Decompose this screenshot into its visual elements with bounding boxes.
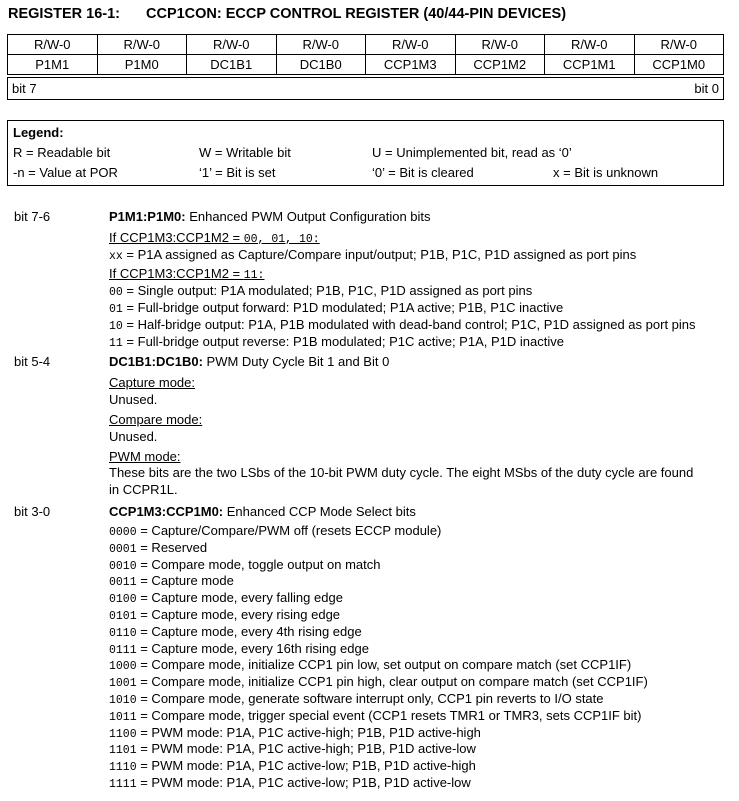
bit76-desc: Enhanced PWM Output Configuration bits <box>185 209 431 224</box>
option-text: = Compare mode, initialize CCP1 pin high, clear output on compare match (set CCP1IF) <box>136 674 648 690</box>
option-text: = PWM mode: P1A, P1C active-high; P1B, P1D active-high <box>136 724 481 740</box>
pwm-mode-text-1: These bits are the two LSbs of the 10-bit PWM duty cycle. The eight MSbs of the duty cycle are found <box>109 465 694 480</box>
option-code: 1101 <box>109 744 137 758</box>
option-text: = Capture/Compare/PWM off (resets ECCP module) <box>136 523 442 538</box>
bit-name-cell: CCP1M3 <box>366 55 456 75</box>
option-code: 0111 <box>109 643 137 657</box>
access-cell: R/W-0 <box>8 35 98 55</box>
option-code: 0011 <box>109 576 137 590</box>
bit-right-label: bit 0 <box>694 81 719 96</box>
option-code: 0110 <box>109 626 137 640</box>
list-item <box>109 774 471 793</box>
option-text: = Capture mode, every falling edge <box>136 590 343 606</box>
list-item <box>109 333 564 352</box>
bit54-heading <box>109 353 389 370</box>
option-code: xx <box>109 250 123 263</box>
access-cell: R/W-0 <box>455 35 545 55</box>
bit54-desc: PWM Duty Cycle Bit 1 and Bit 0 <box>202 354 390 369</box>
option-code: 0101 <box>109 610 137 623</box>
option-text: = Capture mode, every rising edge <box>136 607 341 622</box>
legend-readable: R = Readable bit <box>13 145 111 160</box>
option-code: 1001 <box>109 677 137 691</box>
capture-mode-text: Unused. <box>109 392 158 407</box>
legend-unknown: x = Bit is unknown <box>553 165 659 180</box>
legend-unimplemented: U = Unimplemented bit, read as ‘0’ <box>372 145 572 160</box>
access-cell: R/W-0 <box>366 35 456 55</box>
bit76-cond1-codes: 00, 01, 10: <box>243 233 320 246</box>
bit30-label: bit 3-0 <box>14 504 51 519</box>
register-name: CCP1CON: ECCP CONTROL REGISTER (40/44-PIN DEVICES) <box>146 6 567 22</box>
pwm-mode-heading: PWM mode: <box>109 449 181 464</box>
option-code: 1000 <box>109 660 137 674</box>
bit-name-cell: P1M0 <box>97 55 187 75</box>
option-text: = Capture mode <box>136 573 234 589</box>
option-text: = Reserved <box>136 539 208 555</box>
legend-set: ‘1’ = Bit is set <box>199 165 276 180</box>
option-text: = Capture mode, every 16th rising edge <box>136 640 369 656</box>
option-code: 1010 <box>109 694 137 707</box>
option-code: 1110 <box>109 761 137 775</box>
option-code: 1111 <box>109 778 137 791</box>
option-text: = Half-bridge output: P1A, P1B modulated with dead-band control; P1C, P1D assigned as port pins <box>122 317 696 332</box>
option-text: = Compare mode, toggle output on match <box>136 556 381 572</box>
compare-mode-heading: Compare mode: <box>109 412 203 427</box>
option-text: = Compare mode, generate software interrupt only, CCP1 pin reverts to I/O state <box>136 691 604 706</box>
option-text: = Full-bridge output reverse: P1B modulated; P1C active; P1A, P1D inactive <box>122 334 564 349</box>
option-code: 0010 <box>109 559 137 573</box>
bit-name-cell: P1M1 <box>8 55 98 75</box>
access-cell: R/W-0 <box>634 35 724 55</box>
access-cell: R/W-0 <box>545 35 635 55</box>
legend-box <box>7 120 724 186</box>
option-code: 00 <box>109 286 123 299</box>
option-text: = PWM mode: P1A, P1C active-low; P1B, P1D active-low <box>136 775 471 790</box>
pwm-mode-text-2: in CCPR1L. <box>109 482 178 497</box>
bit-name-cell: CCP1M1 <box>545 55 635 75</box>
option-code: 0100 <box>109 593 137 607</box>
access-cell: R/W-0 <box>187 35 277 55</box>
bit-name-cell: DC1B1 <box>187 55 277 75</box>
option-text: = Compare mode, trigger special event (CCP1 resets TMR1 or TMR3, sets CCP1IF bit) <box>136 707 642 723</box>
register-bit-table <box>7 34 724 75</box>
bit-name-cell: DC1B0 <box>276 55 366 75</box>
capture-mode-heading: Capture mode: <box>109 375 195 390</box>
option-text: = Compare mode, initialize CCP1 pin low, set output on compare match (set CCP1IF) <box>136 657 632 673</box>
bit76-cond2-codes: 11: <box>243 269 265 282</box>
bit76-cond1-prefix: If CCP1M3:CCP1M2 = <box>109 230 244 245</box>
compare-mode-text: Unused. <box>109 429 158 444</box>
register-label: REGISTER 16-1: <box>8 6 120 22</box>
bit-name-cell: CCP1M0 <box>634 55 724 75</box>
access-cell: R/W-0 <box>97 35 187 55</box>
option-text: = PWM mode: P1A, P1C active-low; P1B, P1D active-high <box>136 758 476 774</box>
option-text: = Capture mode, every 4th rising edge <box>136 623 362 639</box>
bit54-name: DC1B1:DC1B0: <box>109 354 203 369</box>
bit30-desc: Enhanced CCP Mode Select bits <box>223 504 416 519</box>
option-code: 01 <box>109 303 123 316</box>
option-code: 0000 <box>109 526 137 539</box>
bit76-cond2-prefix: If CCP1M3:CCP1M2 = <box>109 266 244 281</box>
legend-heading: Legend: <box>13 125 64 140</box>
option-code: 11 <box>109 337 123 350</box>
option-code: 0001 <box>109 542 137 556</box>
bit-name-cell: CCP1M2 <box>455 55 545 75</box>
bit76-heading <box>109 208 431 225</box>
bit30-name: CCP1M3:CCP1M0: <box>109 504 224 519</box>
access-row <box>8 35 724 55</box>
option-text: = Full-bridge output forward: P1D modulated; P1A active; P1B, P1C inactive <box>122 300 564 315</box>
option-text: = Single output: P1A modulated; P1B, P1C, P1D assigned as port pins <box>122 283 533 298</box>
register-title <box>8 6 566 22</box>
option-code: 1011 <box>109 710 137 724</box>
bit-left-label: bit 7 <box>12 81 37 96</box>
bit30-heading <box>109 503 416 520</box>
bit-position-row <box>7 77 724 100</box>
access-cell: R/W-0 <box>276 35 366 55</box>
bit76-xx <box>109 246 636 265</box>
bit54-label: bit 5-4 <box>14 354 51 369</box>
option-text: = P1A assigned as Capture/Compare input/output; P1B, P1C, P1D assigned as port pins <box>122 247 637 262</box>
bit76-name: P1M1:P1M0: <box>109 209 186 224</box>
bit76-label: bit 7-6 <box>14 209 51 224</box>
option-code: 1100 <box>109 727 137 741</box>
legend-writable: W = Writable bit <box>199 145 291 160</box>
legend-por: -n = Value at POR <box>13 165 118 180</box>
legend-cleared: ‘0’ = Bit is cleared <box>372 165 474 180</box>
bit-name-row <box>8 55 724 75</box>
option-text: = PWM mode: P1A, P1C active-high; P1B, P1D active-low <box>136 741 476 757</box>
option-code: 10 <box>109 320 123 333</box>
